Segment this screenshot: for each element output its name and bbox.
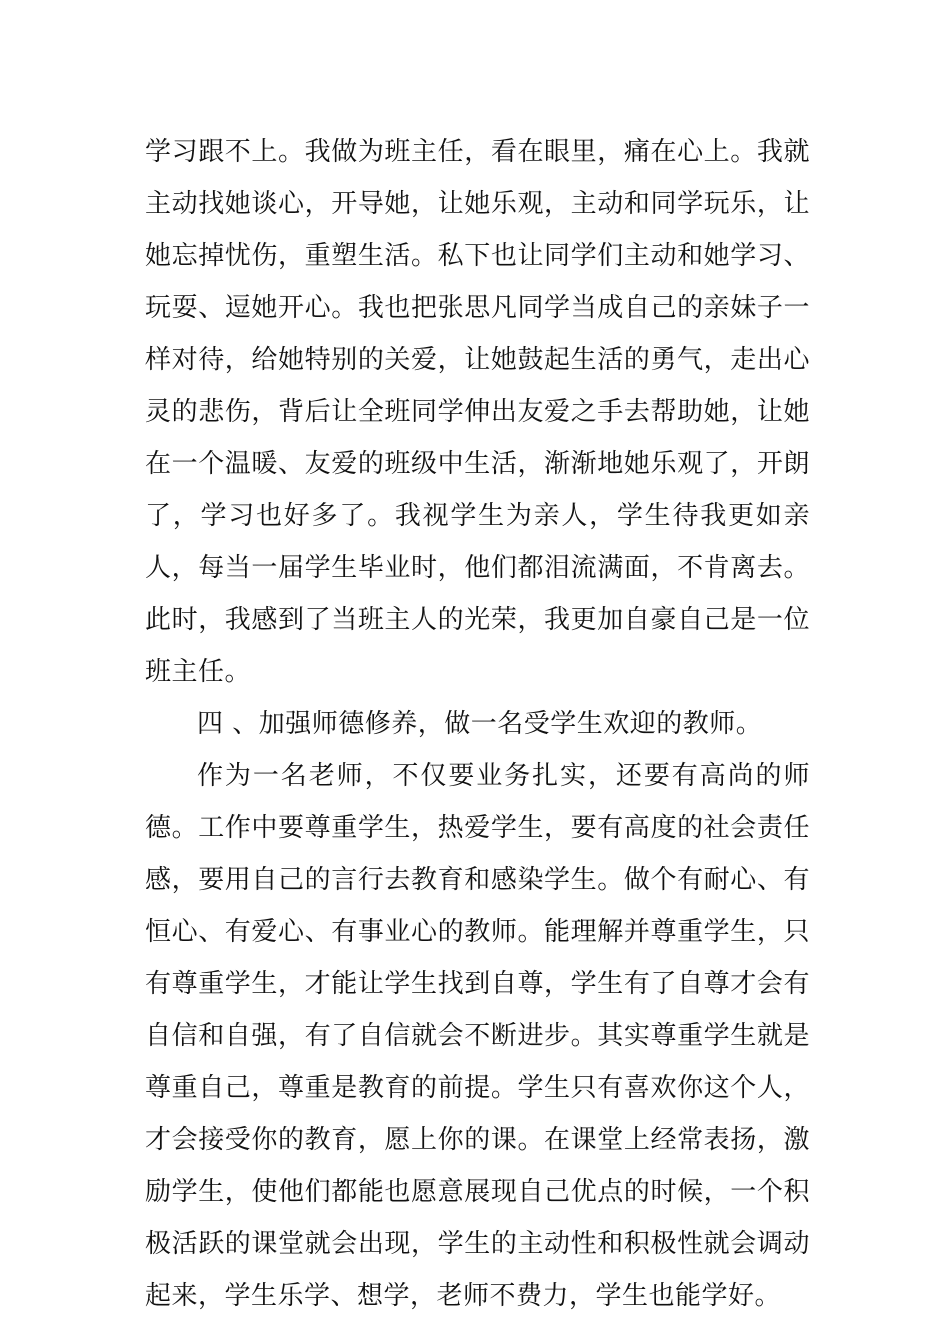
section-heading: 四 、加强师德修养，做一名受学生欢迎的教师。 [197, 709, 763, 739]
document-body [145, 126, 810, 1322]
body-paragraph-teacher-ethics: 作为一名老师，不仅要业务扎实，还要有高尚的师德。工作中要尊重学生，热爱学生，要有高度的社会责任感，要用自己的言行去教育和感染学生。做个有耐心、有恒心、有爱心、有事业心的教师。能理解并尊重学生，只有尊重学生，才能让学生找到自尊，学生有了自尊才会有自信和自强，有了自信就会不断进步。其实尊重学生就是尊重自己，尊重是教育的前提。学生只有喜欢你这个人，才会接受你的教育，愿上你的课。在课堂上经常表扬，激励学生，使他们都能也愿意展现自己优点的时候，一个积极活跃的课堂就会出现，学生的主动性和积极性就会调动起来，学生乐学、想学，老师不费力，学生也能学好。 [145, 761, 810, 1311]
body-paragraph-continuation: 学习跟不上。我做为班主任，看在眼里，痛在心上。我就主动找她谈心，开导她，让她乐观，主动和同学玩乐，让她忘掉忧伤，重塑生活。私下也让同学们主动和她学习、玩耍、逗她开心。我也把张思凡同学当成自己的亲妹子一样对待，给她特别的关爱，让她鼓起生活的勇气，走出心灵的悲伤，背后让全班同学伸出友爱之手去帮助她，让她在一个温暖、友爱的班级中生活，渐渐地她乐观了，开朗了，学习也好多了。我视学生为亲人，学生待我更如亲人，每当一届学生毕业时，他们都泪流满面，不肯离去。此时，我感到了当班主人的光荣，我更加自豪自己是一位班主任。 [145, 137, 810, 687]
